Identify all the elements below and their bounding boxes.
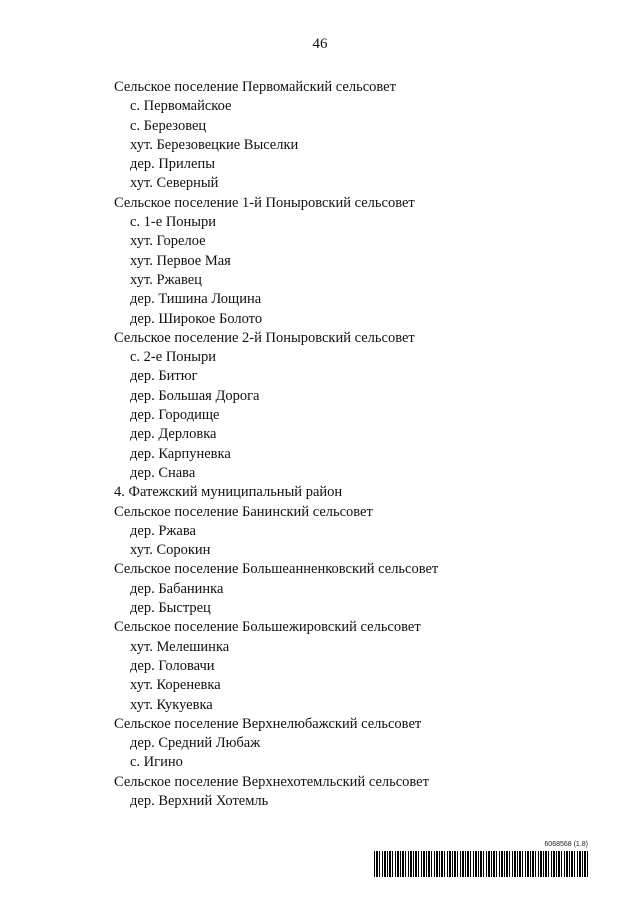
section-heading: Сельское поселение Первомайский сельсовет bbox=[114, 79, 396, 95]
section-heading: Сельское поселение Большеанненковский сельсовет bbox=[114, 561, 439, 578]
settlement-entry: дер. Дерловка bbox=[130, 426, 217, 443]
settlement-entry: дер. Широкое Болото bbox=[130, 310, 263, 327]
section-heading: Сельское поселение Большежировский сельсовет bbox=[114, 619, 421, 636]
settlement-entry: дер. Бабанинка bbox=[130, 580, 224, 597]
barcode-icon bbox=[374, 851, 588, 877]
settlement-entry: хут. Первое Мая bbox=[130, 252, 231, 269]
settlement-entry: дер. Быстрец bbox=[130, 600, 211, 617]
barcode-label: 6068568 (1.8) bbox=[544, 841, 588, 848]
settlement-entry: хут. Кукуевка bbox=[130, 696, 213, 713]
barcode bbox=[374, 841, 588, 877]
settlement-entry: с. 1-е Поныри bbox=[130, 214, 217, 231]
settlement-entry: дер. Большая Дорога bbox=[130, 387, 260, 404]
section-heading: Сельское поселение 2-й Поныровский сельсовет bbox=[114, 329, 415, 346]
section-heading: Сельское поселение Банинский сельсовет bbox=[114, 503, 373, 520]
settlement-entry: дер. Прилепы bbox=[130, 156, 215, 173]
settlement-entry: дер. Средний Любаж bbox=[130, 735, 261, 752]
settlement-entry: дер. Верхний Хотемль bbox=[130, 792, 269, 809]
settlement-entry: дер. Головачи bbox=[130, 657, 215, 674]
settlement-entry: с. Первомайское bbox=[130, 98, 232, 115]
settlement-entry: хут. Ржавец bbox=[130, 271, 202, 288]
settlement-entry: с. 2-е Поныри bbox=[130, 349, 217, 366]
settlement-entry: хут. Мелешинка bbox=[130, 638, 230, 655]
document-body bbox=[114, 78, 600, 811]
settlement-entry: дер. Тишина Лощина bbox=[130, 291, 262, 308]
settlement-entry: дер. Городище bbox=[130, 407, 220, 424]
settlement-entry: хут. Кореневка bbox=[130, 677, 221, 694]
section-heading: Сельское поселение Верхнехотемльский сельсовет bbox=[114, 773, 429, 790]
page-number: 46 bbox=[312, 36, 328, 52]
settlement-entry: с. Березовец bbox=[130, 117, 207, 134]
section-heading: Сельское поселение 1-й Поныровский сельсовет bbox=[114, 194, 415, 211]
settlement-entry: с. Игино bbox=[130, 754, 183, 771]
section-heading: Сельское поселение Верхнелюбажский сельсовет bbox=[114, 715, 422, 732]
settlement-entry: дер. Карпуневка bbox=[130, 445, 231, 462]
settlement-entry: дер. Снава bbox=[130, 464, 196, 481]
settlement-entry: хут. Сорокин bbox=[130, 542, 211, 559]
settlement-entry: дер. Ржава bbox=[130, 522, 196, 539]
section-heading: 4. Фатежский муниципальный район bbox=[114, 484, 343, 501]
settlement-entry: дер. Битюг bbox=[130, 368, 198, 385]
settlement-entry: хут. Горелое bbox=[130, 233, 206, 250]
settlement-entry: хут. Березовецкие Выселки bbox=[130, 136, 299, 153]
settlement-entry: хут. Северный bbox=[130, 175, 219, 192]
